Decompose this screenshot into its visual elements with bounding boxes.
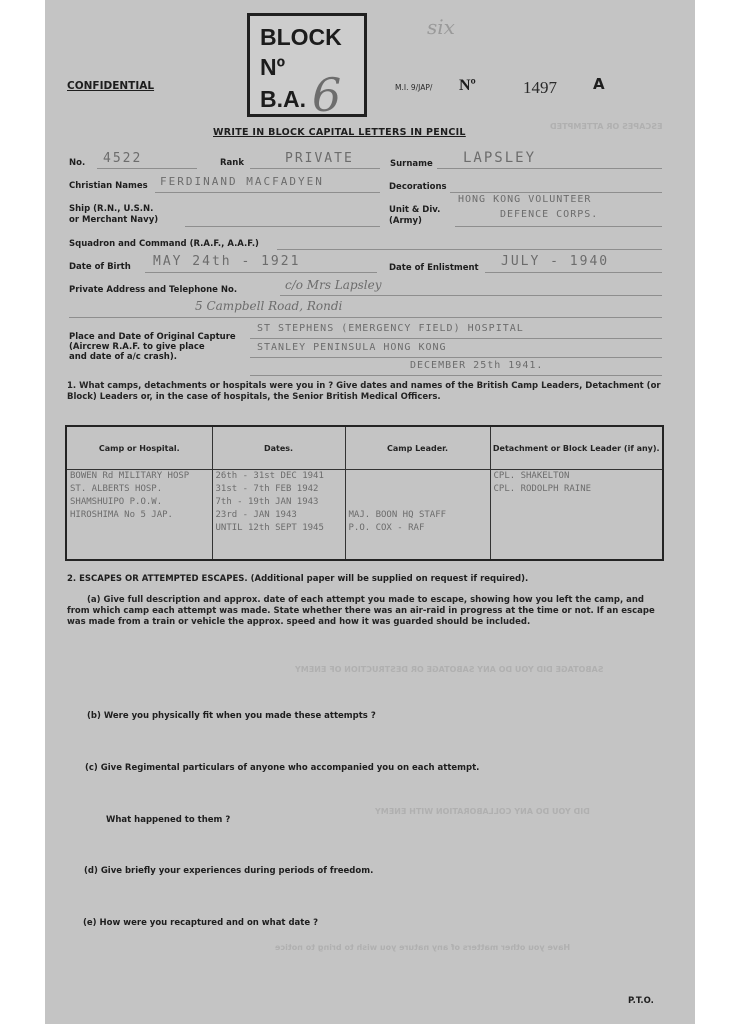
value-no: 4522 [103, 151, 143, 166]
camp-cell [66, 470, 212, 561]
label-ship: Ship (R.N., U.S.N. [69, 204, 154, 214]
label-capture: Place and Date of Original Capture [69, 332, 236, 342]
label-unit: Unit & Div. [389, 205, 441, 215]
leader-line-2: P.O. COX - RAF [348, 523, 425, 533]
document-page [45, 0, 695, 1024]
label-squadron: Squadron and Command (R.A.F., A.A.F.) [69, 239, 259, 249]
block-stamp [247, 13, 367, 122]
pto-label: P.T.O. [628, 996, 654, 1006]
value-capture-2: STANLEY PENINSULA HONG KONG [257, 342, 447, 353]
header-leader: Camp Leader. [345, 426, 490, 470]
value-surname: LAPSLEY [463, 150, 537, 166]
header-dates: Dates. [212, 426, 345, 470]
value-unit-2: DEFENCE CORPS. [500, 209, 599, 220]
label-capture-2: (Aircrew R.A.F. to give place [69, 342, 205, 352]
question-2c: (c) Give Regimental particulars of anyone who accompanied you on each attempt. [85, 763, 480, 773]
camp-line-4: HIROSHIMA No 5 JAP. [70, 510, 173, 520]
camp-line-2: ST. ALBERTS HOSP. [70, 484, 163, 494]
instruction-heading: WRITE IN BLOCK CAPITAL LETTERS IN PENCIL [213, 127, 466, 138]
block-label: BLOCK [260, 24, 342, 50]
dates-line-3: 7th - 19th JAN 1943 [215, 497, 319, 507]
value-address-2: 5 Campbell Road, Rondi [195, 299, 343, 313]
block-number-sign: Nº [260, 54, 286, 80]
question-2e: (e) How were you recaptured and on what date ? [83, 918, 318, 928]
label-address: Private Address and Telephone No. [69, 285, 238, 295]
label-dob: Date of Birth [69, 262, 131, 272]
block-value: 6 [312, 68, 342, 122]
value-unit: HONG KONG VOLUNTEER [458, 194, 592, 205]
label-ship-2: or Merchant Navy) [69, 215, 159, 225]
label-rank: Rank [220, 158, 244, 168]
dates-line-1: 26th - 31st DEC 1941 [215, 471, 324, 481]
confidential-label: CONFIDENTIAL [67, 80, 155, 92]
dates-line-5: UNTIL 12th SEPT 1945 [215, 523, 324, 533]
number-sign: Nº [459, 77, 476, 94]
label-surname: Surname [390, 159, 433, 169]
value-address: c/o Mrs Lapsley [285, 278, 382, 292]
form-number: 1497 [523, 78, 557, 97]
dates-line-4: 23rd - JAN 1943 [215, 510, 297, 520]
label-christian-names: Christian Names [69, 181, 148, 191]
ghost-text-4: Have you other matters of any nature you wish to bring to notice [275, 943, 571, 952]
question-2c-followup: What happened to them ? [106, 815, 231, 825]
value-dob: MAY 24th - 1921 [153, 254, 301, 269]
value-capture-3: DECEMBER 25th 1941. [410, 360, 544, 371]
header-detachment: Detachment or Block Leader (if any). [490, 426, 663, 470]
table-header-row [66, 426, 663, 470]
camp-line-1: BOWEN Rd MILITARY HOSP [70, 471, 190, 481]
value-rank: PRIVATE [285, 151, 354, 166]
detachment-line-2: CPL. RODOLPH RAINE [493, 484, 592, 494]
value-capture: ST STEPHENS (EMERGENCY FIELD) HOSPITAL [257, 323, 524, 334]
question-1: 1. What camps, detachments or hospitals were you in ? Give dates and names of the British Camp Leaders, Detachment (or Block) Leaders or, in the case of hospitals, the Senior British Medical Officers. [67, 381, 661, 402]
form-suffix: A [593, 75, 605, 93]
camps-table [65, 425, 664, 561]
value-christian-names: FERDINAND MACFADYEN [160, 175, 324, 188]
header-camp: Camp or Hospital. [66, 426, 212, 470]
dates-cell [212, 470, 345, 561]
label-no: No. [69, 158, 86, 168]
leader-cell [345, 470, 490, 561]
leader-line-1: MAJ. BOON HQ STAFF [348, 510, 447, 520]
question-2a: (a) Give full description and approx. date of each attempt you made to escape, showing how you left the camp, and from which camp each attempt was made. State whether there was an air-raid in progress at the time or not. If an escape was made from a train or vehicle the approx. speed and how it was guarded should be included. [67, 595, 655, 627]
ghost-text-2: SABOTAGE DID YOU DO ANY SABOTAGE OR DESTRUCTION OF ENEMY [295, 665, 604, 674]
dates-line-2: 31st - 7th FEB 1942 [215, 484, 319, 494]
camp-line-3: SHAMSHUIPO P.O.W. [70, 497, 163, 507]
form-code: M.I. 9/JAP/ [395, 83, 433, 92]
label-enlistment: Date of Enlistment [389, 263, 479, 273]
ghost-text-3: DID YOU DO ANY COLLABORATION WITH ENEMY [375, 807, 590, 816]
question-2d: (d) Give briefly your experiences during periods of freedom. [84, 866, 374, 876]
table-row [66, 470, 663, 561]
section-2-heading: 2. ESCAPES OR ATTEMPTED ESCAPES. (Additional paper will be supplied on request if required). [67, 574, 529, 584]
value-enlistment: JULY - 1940 [501, 254, 610, 269]
label-unit-2: (Army) [389, 216, 422, 226]
question-2b: (b) Were you physically fit when you made these attempts ? [87, 711, 376, 721]
detachment-cell [490, 470, 663, 561]
label-decorations: Decorations [389, 182, 447, 192]
corner-annotation: six [427, 15, 455, 39]
block-code: B.A. [260, 86, 306, 112]
label-capture-3: and date of a/c crash). [69, 352, 177, 362]
ghost-text-1: ESCAPES OR ATTEMPTED [550, 122, 663, 131]
detachment-line-1: CPL. SHAKELTON [493, 471, 570, 481]
